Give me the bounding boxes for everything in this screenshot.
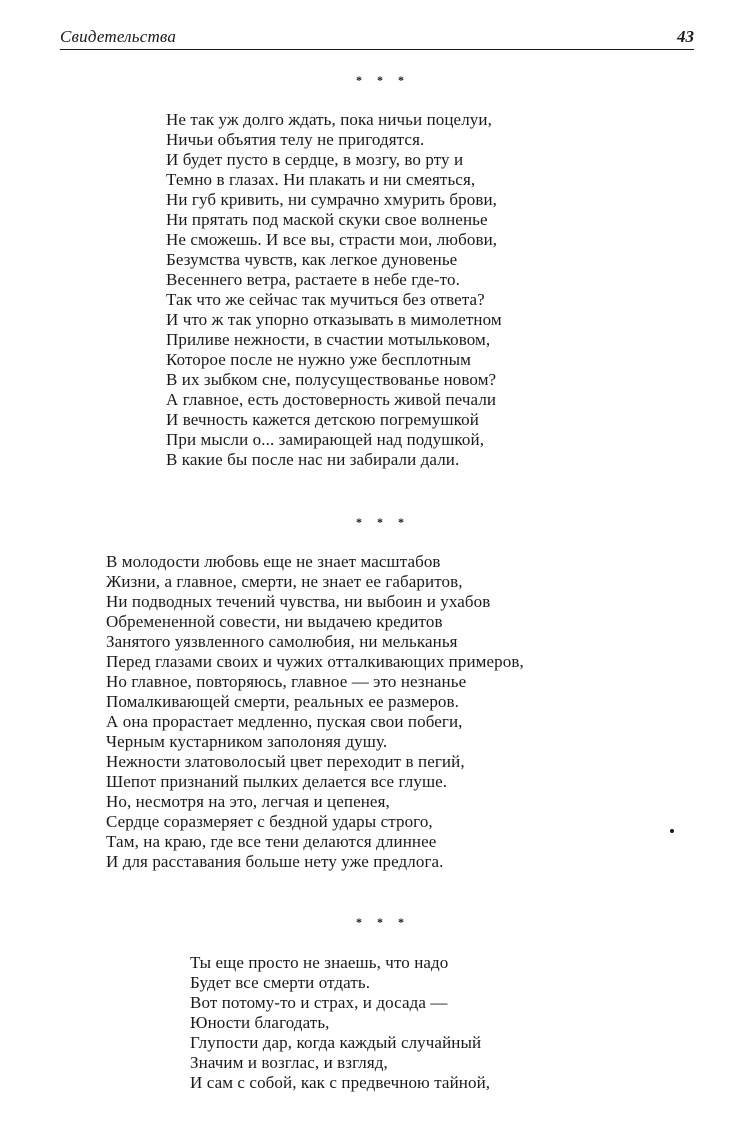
- poem-line: Не так уж долго ждать, пока ничьи поцелуи,: [166, 110, 492, 129]
- poem-line: Значим и возглас, и взгляд,: [190, 1053, 388, 1072]
- section-title: Свидетельства: [60, 27, 177, 46]
- poem-3: [190, 953, 490, 1093]
- print-speck: [670, 829, 674, 833]
- poem-line: Глупости дар, когда каждый случайный: [190, 1033, 482, 1052]
- poem-line: Там, на краю, где все тени делаются длиннее: [106, 832, 437, 851]
- poem-line: Помалкивающей смерти, реальных ее размеров.: [106, 692, 460, 711]
- poem-line: Ни подводных течений чувства, ни выбоин и ухабов: [106, 592, 491, 611]
- poem-line: И вечность кажется детскою погремушкой: [166, 410, 479, 429]
- poem-line: А главное, есть достоверность живой печали: [166, 390, 497, 409]
- poem-line: Но главное, повторяюсь, главное — это незнанье: [106, 672, 467, 691]
- poem-line: А она прорастает медленно, пуская свои побеги,: [106, 712, 463, 731]
- poem-line: Обремененной совести, ни выдачею кредитов: [106, 612, 443, 631]
- poem-line: Нежности златоволосый цвет переходит в пегий,: [106, 752, 465, 771]
- poem-line: И сам с собой, как с предвечною тайной,: [190, 1073, 491, 1092]
- poem-line: Темно в глазах. Ни плакать и ни смеяться,: [166, 170, 476, 189]
- poem-line: Черным кустарником заполоняя душу.: [106, 732, 388, 751]
- running-header: [60, 27, 694, 50]
- poem-line: Вот потому-то и страх, и досада —: [190, 993, 448, 1012]
- poem-line: Будет все смерти отдать.: [190, 973, 371, 992]
- poem-line: В какие бы после нас ни забирали дали.: [166, 450, 460, 469]
- poem-line: И что ж так упорно отказывать в мимолетном: [166, 310, 502, 329]
- poem-line: В их зыбком сне, полусуществованье новом?: [166, 370, 497, 389]
- poem-line: При мысли о... замирающей над подушкой,: [166, 430, 485, 449]
- poem-line: И для расставания больше нету уже предлога.: [106, 852, 444, 871]
- poem-line: Весеннего ветра, растаете в небе где-то.: [166, 270, 460, 289]
- poem-line: Юности благодать,: [190, 1013, 330, 1032]
- poem-line: Которое после не нужно уже бесплотным: [166, 350, 471, 369]
- poem-line: Сердце соразмеряет с бездной удары строго,: [106, 812, 433, 831]
- poem-line: Ни прятать под маской скуки свое волненье: [166, 210, 488, 229]
- poem-line: Но, несмотря на это, легчая и цепенея,: [106, 792, 390, 811]
- poem-line: Ничьи объятия телу не пригодятся.: [166, 130, 425, 149]
- poem-1: [166, 110, 502, 470]
- poem-line: Жизни, а главное, смерти, не знает ее габаритов,: [106, 572, 463, 591]
- poem-line: Приливе нежности, в счастии мотыльковом,: [166, 330, 491, 349]
- poem-line: Перед глазами своих и чужих отталкивающих примеров,: [106, 652, 524, 671]
- poem-2: [106, 552, 524, 872]
- poem-line: В молодости любовь еще не знает масштабов: [106, 552, 441, 571]
- poem-line: Ни губ кривить, ни сумрачно хмурить брови,: [166, 190, 498, 209]
- poem-line: Занятого уязвленного самолюбия, ни мельканья: [106, 632, 458, 651]
- poem-line: Не сможешь. И все вы, страсти мои, любови,: [166, 230, 498, 249]
- poem-line: Ты еще просто не знаешь, что надо: [190, 953, 449, 972]
- separator-stars-2: * * *: [356, 515, 410, 529]
- separator-stars-1: * * *: [356, 73, 410, 87]
- poem-line: Шепот признаний пылких делается все глуше.: [106, 772, 448, 791]
- poem-line: Безумства чувств, как легкое дуновенье: [166, 250, 458, 269]
- separator-stars-3: * * *: [356, 915, 410, 929]
- poem-line: И будет пусто в сердце, в мозгу, во рту и: [166, 150, 464, 169]
- page-number: 43: [677, 27, 694, 46]
- poem-line: Так что же сейчас так мучиться без ответа?: [166, 290, 485, 309]
